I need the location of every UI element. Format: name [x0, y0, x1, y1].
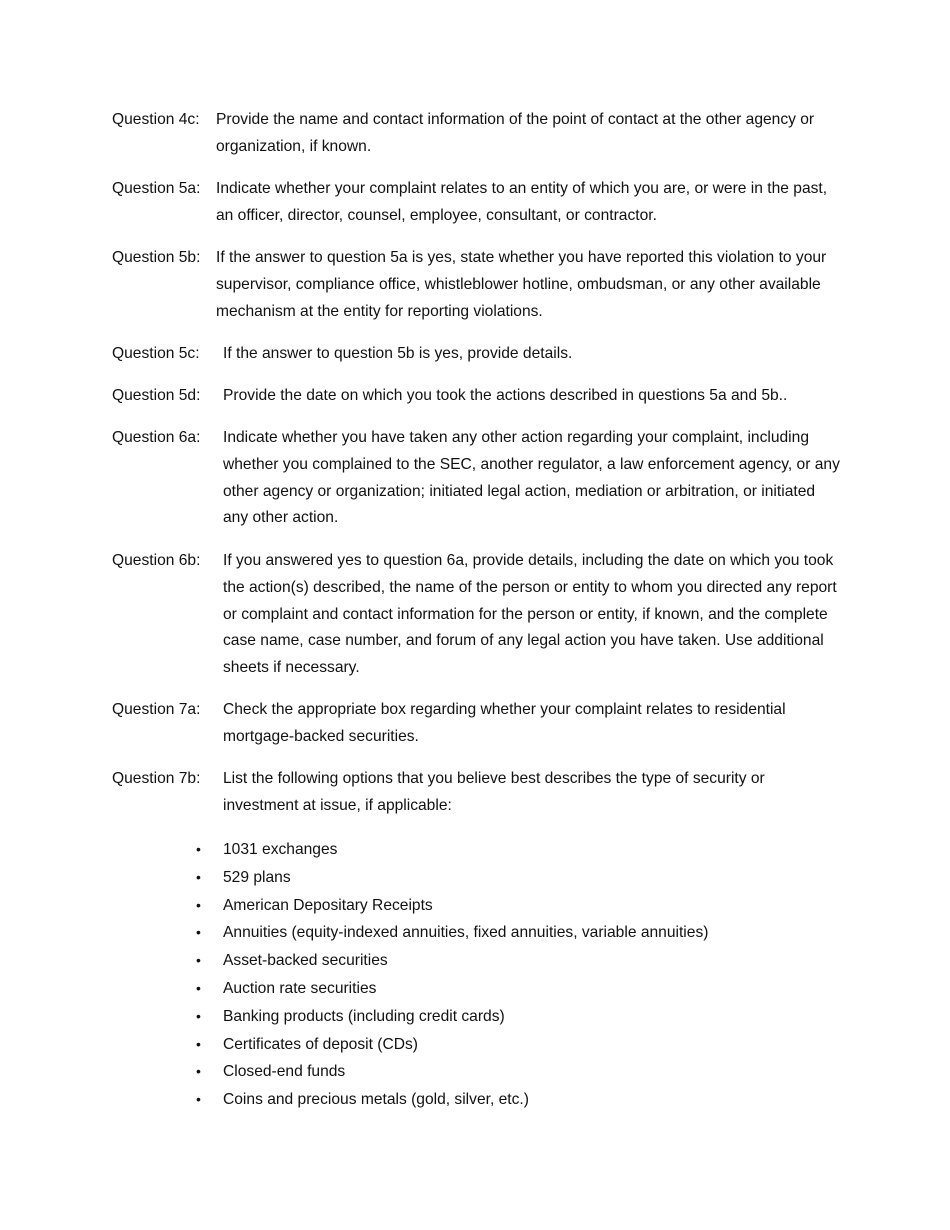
- list-item: [0, 836, 950, 864]
- list-item-text: Asset-backed securities: [223, 952, 388, 970]
- bullet-icon: •: [196, 1063, 201, 1080]
- list-item: [0, 947, 950, 975]
- question-5a: [112, 176, 842, 230]
- question-5b: [112, 245, 842, 325]
- question-7b: [112, 766, 842, 820]
- question-5c: [112, 341, 842, 368]
- list-item: [0, 1003, 950, 1031]
- bullet-icon: •: [196, 1007, 201, 1024]
- list-item: [0, 892, 950, 920]
- question-text: Check the appropriate box regarding whether your complaint relates to residential mortgage-backed securities.: [223, 701, 786, 745]
- question-4c: [112, 107, 842, 161]
- question-label: Question 7a:: [112, 701, 201, 718]
- list-item: [0, 1058, 950, 1086]
- bullet-icon: •: [196, 924, 201, 941]
- question-text: Provide the date on which you took the actions described in questions 5a and 5b..: [223, 387, 788, 404]
- list-item: [0, 919, 950, 947]
- list-item-text: Annuities (equity-indexed annuities, fixed annuities, variable annuities): [223, 924, 709, 942]
- list-item: [0, 864, 950, 892]
- list-item-text: Banking products (including credit cards): [223, 1007, 505, 1025]
- question-label: Question 5b:: [112, 249, 201, 266]
- question-text: Indicate whether your complaint relates to an entity of which you are, or were in the past, an officer, director, counsel, employee, consultant, or contractor.: [216, 180, 828, 224]
- security-type-list: [0, 836, 950, 1114]
- question-text: Provide the name and contact information of the point of contact at the other agency or organization, if known.: [216, 111, 815, 155]
- question-text: If the answer to question 5a is yes, state whether you have reported this violation to your supervisor, compliance office, whistleblower hotline, ombudsman, or any other available mechanism at the entity for reporting violations.: [216, 249, 827, 320]
- bullet-icon: •: [196, 1091, 201, 1108]
- bullet-icon: •: [196, 868, 201, 885]
- list-item: [0, 1031, 950, 1059]
- question-label: Question 7b:: [112, 770, 201, 787]
- question-text: List the following options that you believe best describes the type of security or investment at issue, if applicable:: [223, 770, 765, 814]
- question-5d: [112, 383, 842, 410]
- question-label: Question 4c:: [112, 111, 200, 128]
- list-item-text: 529 plans: [223, 868, 291, 886]
- bullet-icon: •: [196, 979, 201, 996]
- list-item-text: Auction rate securities: [223, 979, 377, 997]
- question-6a: [112, 425, 842, 532]
- list-item-text: Coins and precious metals (gold, silver, etc.): [223, 1091, 529, 1109]
- bullet-icon: •: [196, 1035, 201, 1052]
- question-label: Question 5c:: [112, 345, 200, 362]
- list-item-text: Certificates of deposit (CDs): [223, 1035, 418, 1053]
- bullet-icon: •: [196, 841, 201, 857]
- question-label: Question 5d:: [112, 387, 201, 404]
- question-label: Question 5a:: [112, 180, 201, 197]
- question-6b: [112, 548, 842, 682]
- question-label: Question 6a:: [112, 429, 201, 446]
- question-text: If you answered yes to question 6a, provide details, including the date on which you took the action(s) described, the name of the person or entity to whom you directed any report or complaint and contact information for the person or entity, if known, and the complete case name, case number, and forum of any legal action you have taken. Use additional sheets if necessary.: [223, 552, 837, 677]
- list-item-text: Closed-end funds: [223, 1063, 346, 1081]
- list-item-text: 1031 exchanges: [223, 841, 338, 858]
- question-text: Indicate whether you have taken any other action regarding your complaint, including whether you complained to the SEC, another regulator, a law enforcement agency, or any other agency or organization; initiated legal action, mediation or arbitration, or initiated any other action.: [223, 429, 840, 527]
- question-text: If the answer to question 5b is yes, provide details.: [223, 345, 573, 362]
- question-7a: [112, 697, 842, 751]
- bullet-icon: •: [196, 896, 201, 913]
- bullet-icon: •: [196, 952, 201, 969]
- question-label: Question 6b:: [112, 552, 201, 569]
- list-item: [0, 975, 950, 1003]
- list-item: [0, 1086, 950, 1114]
- list-item-text: American Depositary Receipts: [223, 896, 433, 914]
